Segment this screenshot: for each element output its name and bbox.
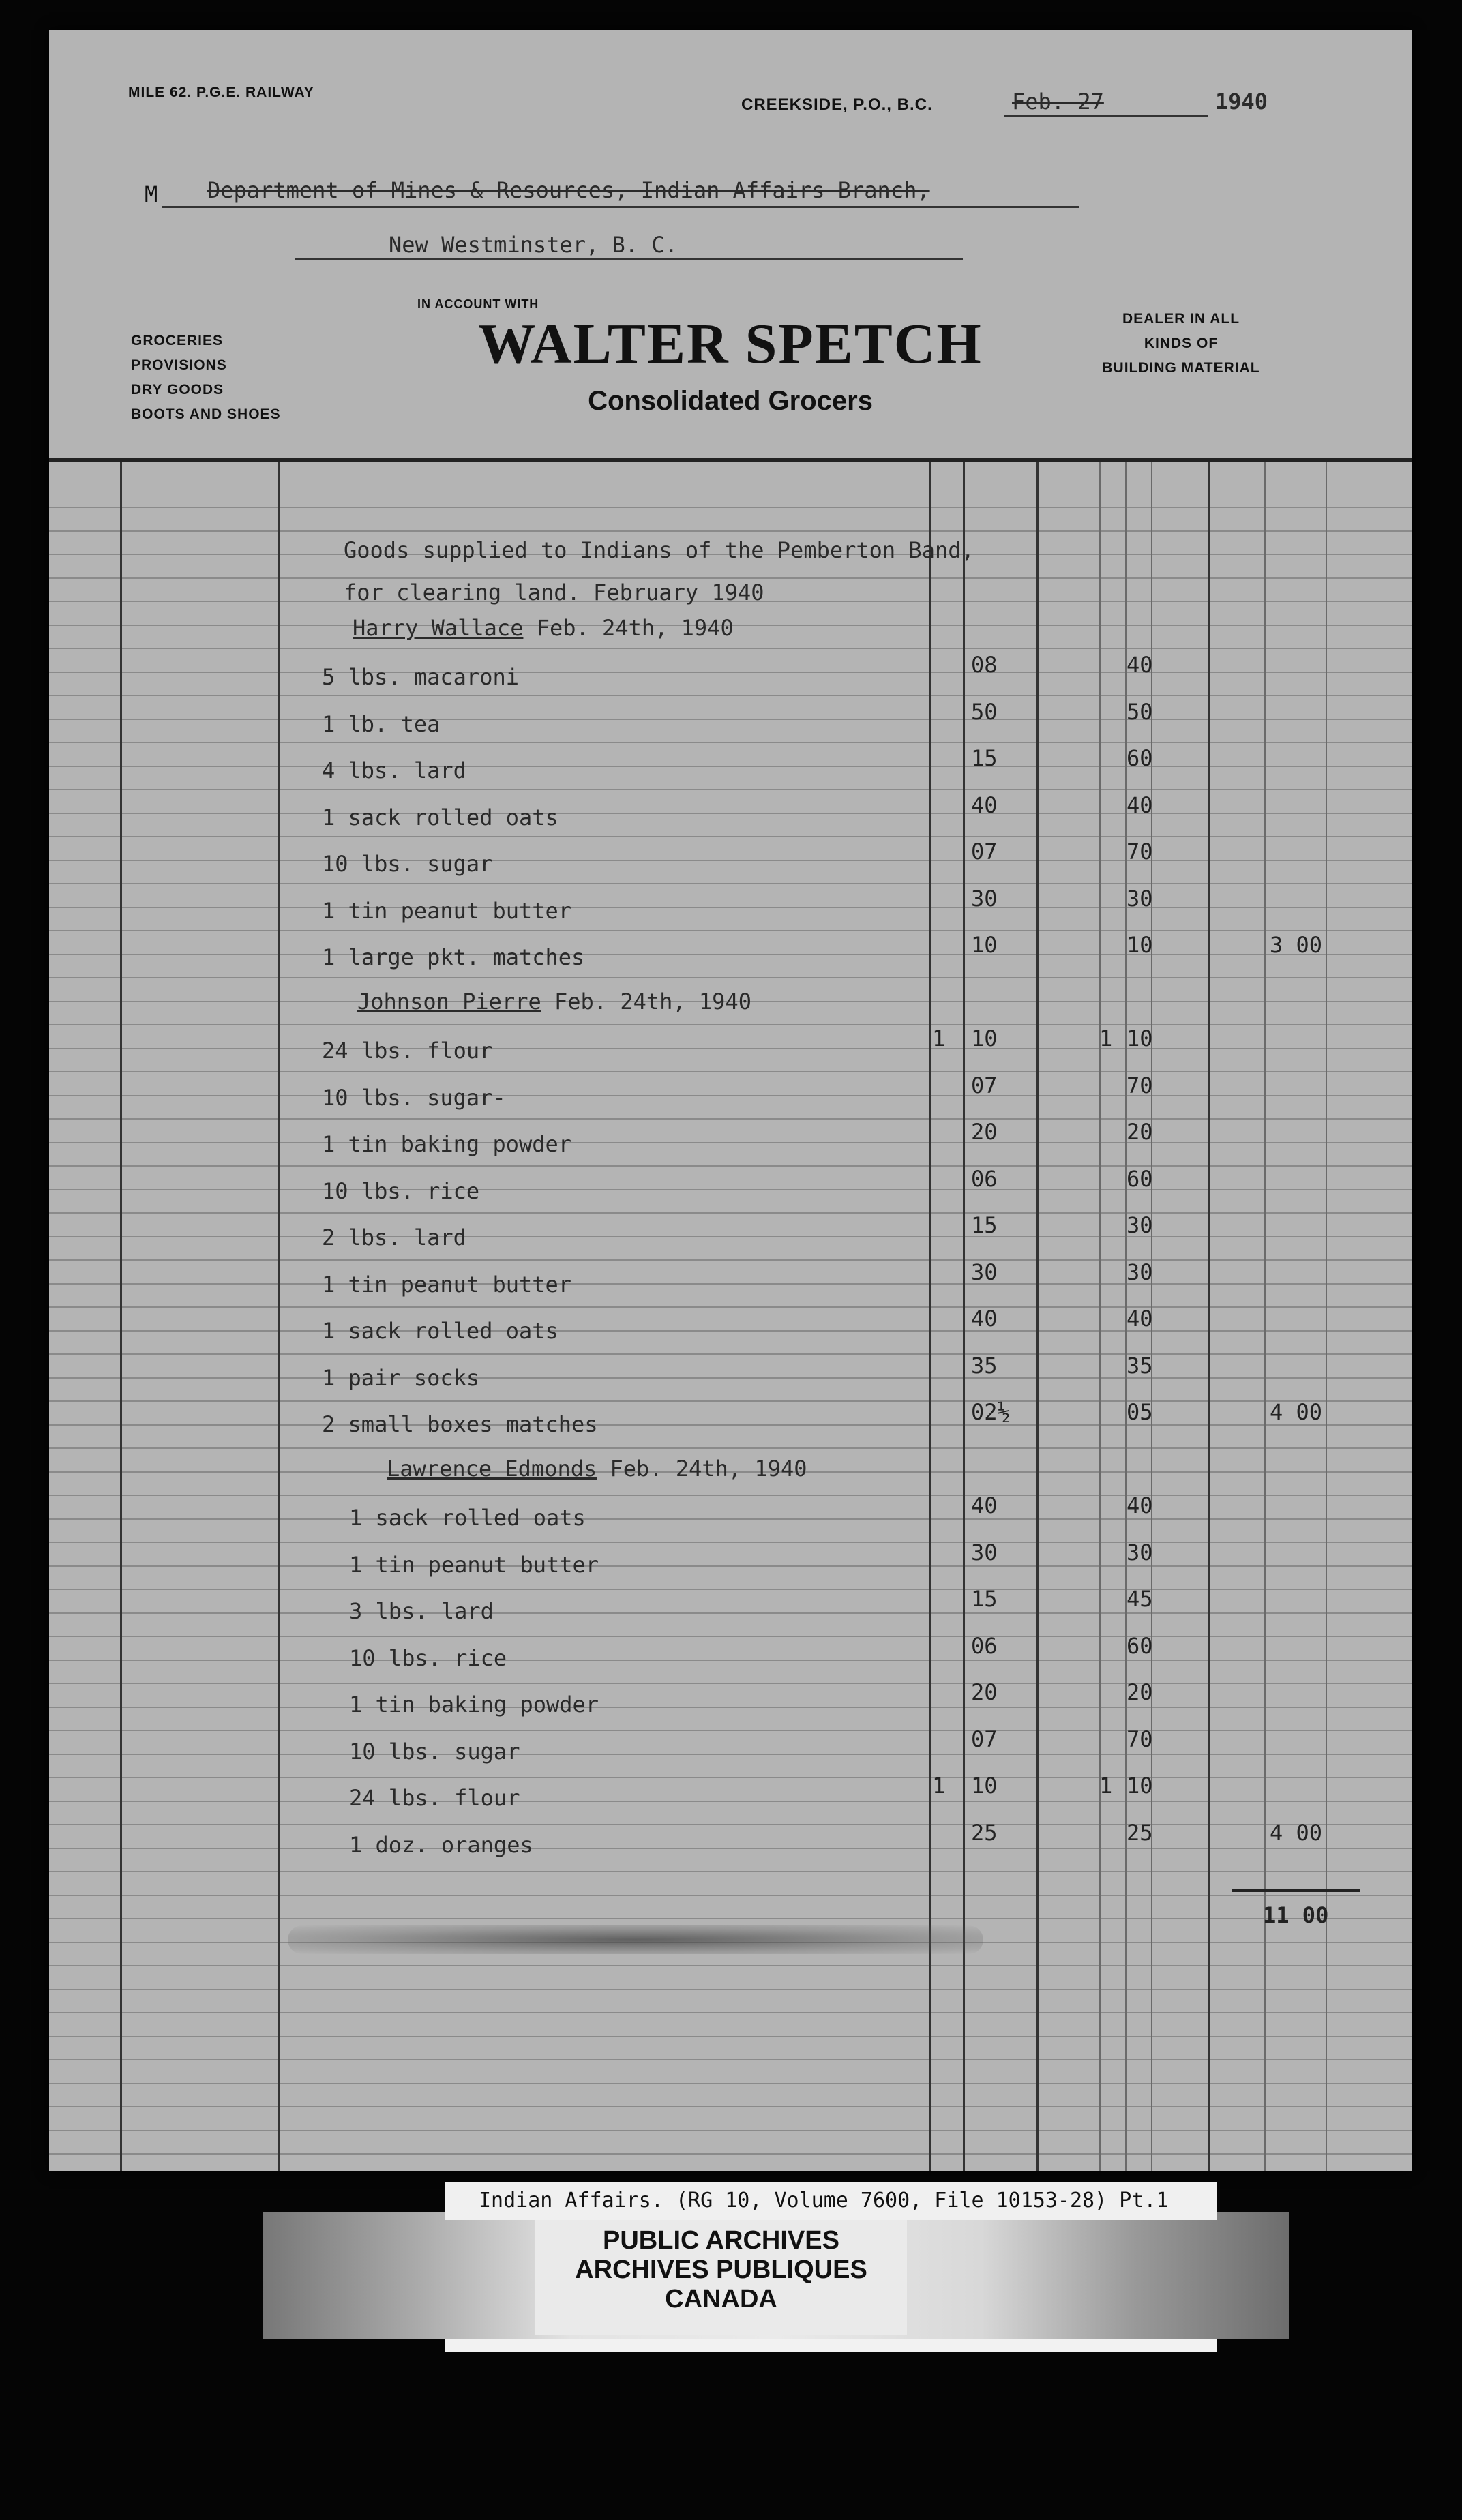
invoice-year: 1940 — [1215, 89, 1268, 115]
ruled-line — [49, 1189, 1412, 1190]
ruled-line — [49, 648, 1412, 649]
amount-cents: 60 — [1127, 1165, 1153, 1192]
item-description: 10 lbs. sugar — [349, 1738, 520, 1765]
dealer-line-2: KINDS OF — [1144, 335, 1219, 351]
amount-cents: 30 — [1127, 1259, 1153, 1285]
unit-price-cents: 07 — [971, 839, 998, 865]
recipient-mark: M — [145, 181, 158, 207]
amount-cents: 40 — [1127, 792, 1153, 818]
customer-date: Feb. 24th, 1940 — [554, 989, 751, 1015]
unit-dollars-line — [929, 462, 931, 2171]
ruled-line — [49, 1848, 1412, 1849]
unit-price-cents: 40 — [971, 792, 998, 818]
item-description: 1 tin peanut butter — [322, 1271, 572, 1298]
ruled-line — [49, 1236, 1412, 1238]
intro-line-2: for clearing land. February 1940 — [344, 580, 764, 605]
amount-cents: 60 — [1127, 745, 1153, 771]
unit-price-cents: 20 — [971, 1679, 998, 1705]
unit-price-cents: 40 — [971, 1306, 998, 1332]
ruled-line — [49, 1424, 1412, 1426]
ruled-line — [49, 1048, 1412, 1049]
invoice-date: Feb. 27 — [1012, 89, 1104, 115]
unit-price-cents: 10 — [971, 932, 998, 958]
item-description: 10 lbs. rice — [349, 1645, 507, 1671]
ruled-line — [49, 1400, 1412, 1402]
unit-right-line — [1036, 462, 1039, 2171]
unit-price-dollars: 1 — [932, 1773, 946, 1799]
ruled-line — [49, 719, 1412, 720]
group-total: 4 00 — [1270, 1819, 1323, 1846]
ink-smudge — [288, 1925, 983, 1954]
amt-right-line — [1208, 462, 1210, 2171]
item-description: 1 tin baking powder — [349, 1692, 599, 1717]
item-description: 1 sack rolled oats — [349, 1505, 586, 1531]
ruled-line — [49, 1165, 1412, 1167]
ruled-line — [49, 766, 1412, 767]
ruled-line — [49, 1306, 1412, 1308]
ruled-line — [49, 1636, 1412, 1637]
item-description: 1 pair socks — [322, 1364, 480, 1391]
intro-line-1: Goods supplied to Indians of the Pemberton Band, — [344, 537, 974, 563]
archive-label-edge — [445, 2339, 1217, 2352]
ruled-line — [49, 1589, 1412, 1590]
ruled-line — [49, 1730, 1412, 1731]
unit-price-cents: 50 — [971, 698, 998, 725]
unit-cents-line — [963, 462, 965, 2171]
unit-price-cents: 15 — [971, 745, 998, 771]
amount-cents: 25 — [1127, 1819, 1153, 1846]
item-description: 1 doz. oranges — [349, 1831, 533, 1858]
category-provisions: PROVISIONS — [131, 357, 227, 373]
amount-cents: 45 — [1127, 1586, 1153, 1612]
ruled-line — [49, 1142, 1412, 1143]
amount-cents: 05 — [1127, 1399, 1153, 1425]
ruled-line — [49, 1377, 1412, 1379]
amount-cents: 10 — [1127, 1025, 1153, 1051]
item-description: 24 lbs. flour — [349, 1785, 520, 1811]
unit-price-cents: 06 — [971, 1165, 998, 1192]
category-dry-goods: DRY GOODS — [131, 382, 224, 397]
item-description: 5 lbs. macaroni — [322, 664, 519, 690]
amount-cents: 60 — [1127, 1632, 1153, 1659]
account-with-label: IN ACCOUNT WITH — [417, 297, 539, 311]
stamp-line-3: CANADA — [665, 2285, 777, 2313]
group-total: 3 00 — [1270, 932, 1323, 958]
item-description: 1 tin baking powder — [322, 1131, 572, 1157]
ruled-line — [49, 695, 1412, 696]
amount-cents: 20 — [1127, 1679, 1153, 1705]
amount-dollars: 1 — [1099, 1773, 1113, 1799]
unit-price-dollars: 1 — [932, 1025, 946, 1051]
ruled-line — [49, 1612, 1412, 1614]
ruled-line — [49, 2106, 1412, 2108]
ruled-line — [49, 1918, 1412, 1919]
ruled-line — [49, 1071, 1412, 1072]
ruled-line — [49, 836, 1412, 837]
unit-price-cents: 15 — [971, 1212, 998, 1238]
ruled-line — [49, 883, 1412, 884]
amount-cents: 70 — [1127, 1726, 1153, 1752]
ruled-line — [49, 1895, 1412, 1896]
ruled-line — [49, 1095, 1412, 1096]
ruled-line — [49, 2012, 1412, 2013]
amount-cents: 10 — [1127, 1773, 1153, 1799]
ruled-line — [49, 1353, 1412, 1355]
ruled-line — [49, 1448, 1412, 1449]
amount-cents: 35 — [1127, 1352, 1153, 1379]
unit-price-cents: 30 — [971, 1539, 998, 1565]
item-description: 2 lbs. lard — [322, 1225, 466, 1250]
unit-price-cents: 07 — [971, 1726, 998, 1752]
ruled-line — [49, 813, 1412, 814]
item-description: 1 sack rolled oats — [322, 1318, 558, 1344]
recipient-line-1 — [207, 177, 930, 203]
unit-price-cents: 08 — [971, 652, 998, 678]
amount-cents: 70 — [1127, 839, 1153, 865]
ruled-line — [49, 1518, 1412, 1520]
ruled-line — [49, 1777, 1412, 1778]
amount-cents: 40 — [1127, 1492, 1153, 1518]
amount-cents: 10 — [1127, 932, 1153, 958]
ruled-line — [49, 1024, 1412, 1025]
amount-cents: 30 — [1127, 885, 1153, 912]
unit-price-cents: 02½ — [971, 1399, 1011, 1425]
ruled-line — [49, 2059, 1412, 2060]
stamp-line-2: ARCHIVES PUBLIQUES — [575, 2255, 867, 2284]
item-description: 1 tin peanut butter — [322, 897, 572, 924]
archive-reference: Indian Affairs. (RG 10, Volume 7600, File 10153-28) Pt.1 — [445, 2182, 1217, 2220]
recipient-line-1-rule — [162, 206, 1079, 208]
ruled-line — [49, 930, 1412, 931]
ruled-line — [49, 860, 1412, 861]
item-description: 10 lbs. sugar- — [322, 1084, 506, 1111]
amt-guide-1 — [1099, 462, 1101, 2171]
ruled-line — [49, 907, 1412, 908]
ruled-line — [49, 1283, 1412, 1285]
ruled-line — [49, 530, 1412, 532]
item-description: 1 tin peanut butter — [349, 1551, 599, 1578]
ruled-line — [49, 672, 1412, 673]
ruled-line — [49, 2036, 1412, 2037]
recipient-line-2-rule — [295, 258, 963, 260]
ruled-line — [49, 1754, 1412, 1755]
sum-rule — [1232, 1889, 1360, 1892]
margin-line-2 — [278, 462, 280, 2171]
customer-date: Feb. 24th, 1940 — [536, 615, 734, 641]
recipient-department: Department of Mines & Resources, Indian Affairs Branch, — [207, 177, 930, 203]
item-description: 3 lbs. lard — [349, 1598, 494, 1624]
unit-price-cents: 20 — [971, 1119, 998, 1145]
item-description: 10 lbs. rice — [322, 1178, 480, 1204]
amount-cents: 40 — [1127, 1306, 1153, 1332]
amount-cents: 30 — [1127, 1539, 1153, 1565]
amount-cents: 50 — [1127, 698, 1153, 725]
company-subtitle: Consolidated Grocers — [588, 386, 873, 416]
group-header — [357, 989, 751, 1015]
ruled-line — [49, 742, 1412, 743]
ruled-line — [49, 1212, 1412, 1214]
ruled-line — [49, 1824, 1412, 1825]
railway-label: MILE 62. P.G.E. RAILWAY — [128, 85, 314, 100]
date-line — [1004, 115, 1208, 117]
item-description: 1 lb. tea — [322, 710, 441, 737]
category-groceries: GROCERIES — [131, 333, 224, 348]
amount-dollars: 1 — [1099, 1025, 1113, 1051]
group-header — [353, 615, 734, 641]
margin-line-1 — [120, 462, 122, 2171]
item-description: 1 large pkt. matches — [322, 944, 585, 970]
ruled-line — [49, 954, 1412, 955]
item-description: 10 lbs. sugar — [322, 851, 493, 877]
ruled-line — [49, 1871, 1412, 1872]
ruled-line — [49, 1965, 1412, 1966]
unit-price-cents: 25 — [971, 1819, 998, 1846]
unit-price-cents: 06 — [971, 1632, 998, 1659]
stamp-line-1: PUBLIC ARCHIVES — [603, 2226, 839, 2255]
group-header — [387, 1456, 807, 1482]
ruled-line — [49, 2083, 1412, 2084]
unit-price-cents: 15 — [971, 1586, 998, 1612]
item-description: 4 lbs. lard — [322, 758, 466, 783]
customer-name: Lawrence Edmonds — [387, 1456, 597, 1482]
amount-cents: 20 — [1127, 1119, 1153, 1145]
unit-price-cents: 35 — [971, 1352, 998, 1379]
ledger-area — [49, 462, 1412, 2171]
unit-price-cents: 40 — [971, 1492, 998, 1518]
ruled-line — [49, 1542, 1412, 1543]
location-label: CREEKSIDE, P.O., B.C. — [741, 95, 933, 114]
unit-price-cents: 30 — [971, 885, 998, 912]
ruled-line — [49, 1118, 1412, 1120]
amount-cents: 70 — [1127, 1072, 1153, 1098]
grand-total: 11 00 — [1263, 1902, 1329, 1928]
ruled-line — [49, 1495, 1412, 1496]
ruled-line — [49, 1259, 1412, 1261]
customer-date: Feb. 24th, 1940 — [610, 1456, 807, 1482]
ruled-line — [49, 2153, 1412, 2155]
invoice-sheet — [49, 30, 1412, 2171]
ruled-line — [49, 507, 1412, 508]
ruled-line — [49, 1683, 1412, 1684]
ruled-line — [49, 977, 1412, 978]
ruled-line — [49, 1707, 1412, 1708]
customer-name: Harry Wallace — [353, 615, 524, 641]
ruled-line — [49, 578, 1412, 579]
amount-cents: 30 — [1127, 1212, 1153, 1238]
unit-price-cents: 30 — [971, 1259, 998, 1285]
ruled-line — [49, 1565, 1412, 1567]
group-total: 4 00 — [1270, 1399, 1323, 1425]
customer-name: Johnson Pierre — [357, 989, 541, 1015]
ruled-line — [49, 1989, 1412, 1990]
ruled-line — [49, 2130, 1412, 2131]
ruled-line — [49, 1660, 1412, 1661]
unit-price-cents: 10 — [971, 1773, 998, 1799]
category-boots-shoes: BOOTS AND SHOES — [131, 406, 281, 422]
unit-price-cents: 07 — [971, 1072, 998, 1098]
unit-price-cents: 10 — [971, 1025, 998, 1051]
dealer-line-3: BUILDING MATERIAL — [1102, 360, 1260, 376]
ruled-line — [49, 1801, 1412, 1802]
item-description: 1 sack rolled oats — [322, 804, 558, 830]
ruled-line — [49, 1330, 1412, 1332]
amount-cents: 40 — [1127, 652, 1153, 678]
company-name: WALTER SPETCH — [478, 312, 983, 376]
dealer-line-1: DEALER IN ALL — [1122, 311, 1240, 327]
recipient-line-2: New Westminster, B. C. — [389, 232, 678, 258]
item-description: 24 lbs. flour — [322, 1038, 493, 1064]
item-description: 2 small boxes matches — [322, 1411, 598, 1437]
ruled-line — [49, 789, 1412, 790]
